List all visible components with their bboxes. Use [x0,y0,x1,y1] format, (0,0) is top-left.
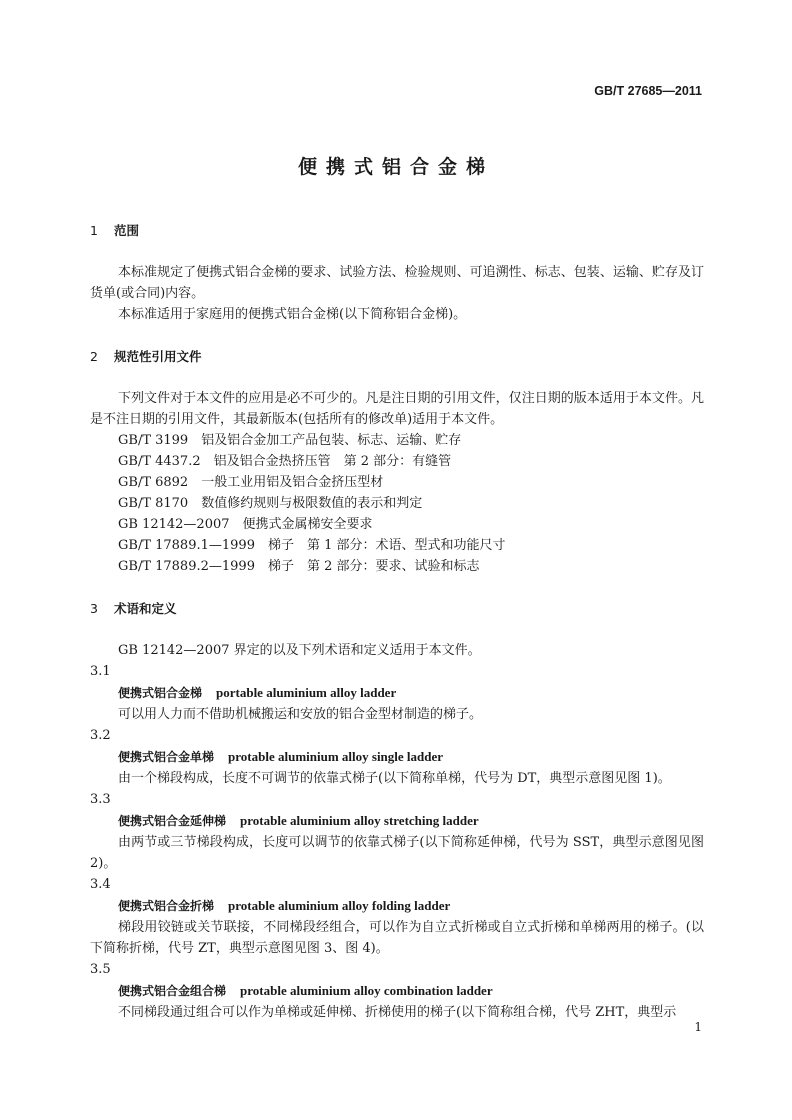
term-name-en: protable aluminium alloy single ladder [228,749,444,764]
term-definition: 由一个梯段构成，长度不可调节的依靠式梯子(以下简称单梯，代号为 DT，典型示意图见图 1)。 [118,771,671,786]
term-name-zh: 便携式铝合金延伸梯 [118,814,227,828]
term-name-zh: 便携式铝合金折梯 [118,899,215,913]
paragraph: 本标准规定了便携式铝合金梯的要求、试验方法、检验规则、可追溯性、标志、包装、运输、贮存及订货单(或合同)内容。 [90,265,704,301]
term-heading [90,895,704,917]
paragraph: 本标准适用于家庭用的便携式铝合金梯(以下简称铝合金梯)。 [118,307,467,322]
standard-number: GB/T 27685—2011 [594,84,702,98]
term-name-en: protable aluminium alloy stretching ladder [240,813,479,828]
section-title: 术语和定义 [114,601,177,616]
term-name-zh: 便携式铝合金梯 [118,686,203,700]
section-heading-terms-definitions [90,598,704,619]
term-definition: 可以用人力而不借助机械搬运和安放的铝合金型材制造的梯子。 [118,707,483,722]
term-number: 3.3 [90,792,111,807]
reference-item: GB/T 3199 铝及铝合金加工产品包装、标志、运输、贮存 [118,433,462,448]
term-number: 3.2 [90,728,111,743]
section-title: 范围 [114,223,140,238]
term-heading [90,980,704,1002]
reference-item: GB/T 17889.2—1999 梯子 第 2 部分：要求、试验和标志 [118,559,480,574]
reference-item: GB/T 4437.2 铝及铝合金热挤压管 第 2 部分：有缝管 [118,454,452,469]
reference-item: GB/T 8170 数值修约规则与极限数值的表示和判定 [118,496,423,511]
term-name-en: portable aluminium alloy ladder [216,685,397,700]
term-name-zh: 便携式铝合金单梯 [118,750,215,764]
term-name-en: protable aluminium alloy folding ladder [228,898,451,913]
term-number: 3.4 [90,877,111,892]
term-name-en: protable aluminium alloy combination ladder [240,983,493,998]
section-number: 3 [90,601,98,616]
term-heading [90,746,704,768]
section-title: 规范性引用文件 [114,349,202,364]
term-definition: 由两节或三节梯段构成，长度可以调节的依靠式梯子(以下简称延伸梯，代号为 SST，典型示意图见图 2)。 [90,835,704,871]
section-number: 2 [90,349,98,364]
term-heading [90,682,704,704]
term-name-zh: 便携式铝合金组合梯 [118,984,227,998]
section-number: 1 [90,223,98,238]
term-heading [90,810,704,832]
reference-item: GB/T 6892 一般工业用铝及铝合金挤压型材 [118,475,384,490]
term-number: 3.5 [90,962,111,977]
term-number: 3.1 [90,664,111,679]
paragraph: 下列文件对于本文件的应用是必不可少的。凡是注日期的引用文件，仅注日期的版本适用于本文件。凡是不注日期的引用文件，其最新版本(包括所有的修改单)适用于本文件。 [90,391,704,427]
section-heading-normative-references [90,346,704,367]
section-heading-scope [90,220,704,241]
paragraph: GB 12142—2007 界定的以及下列术语和定义适用于本文件。 [118,643,481,658]
reference-item: GB 12142—2007 便携式金属梯安全要求 [118,517,373,532]
page-number: 1 [694,1020,702,1034]
term-definition: 梯段用铰链或关节联接，不同梯段经组合，可以作为自立式折梯或自立式折梯和单梯两用的梯子。(以下简称折梯，代号 ZT，典型示意图见图 3、图 4)。 [90,920,704,956]
document-title: 便携式铝合金梯 [297,156,494,178]
document-body [90,220,704,1023]
reference-item: GB/T 17889.1—1999 梯子 第 1 部分：术语、型式和功能尺寸 [118,538,506,553]
term-definition: 不同梯段通过组合可以作为单梯或延伸梯、折梯使用的梯子(以下简称组合梯，代号 ZHT，典型示 [118,1005,677,1020]
